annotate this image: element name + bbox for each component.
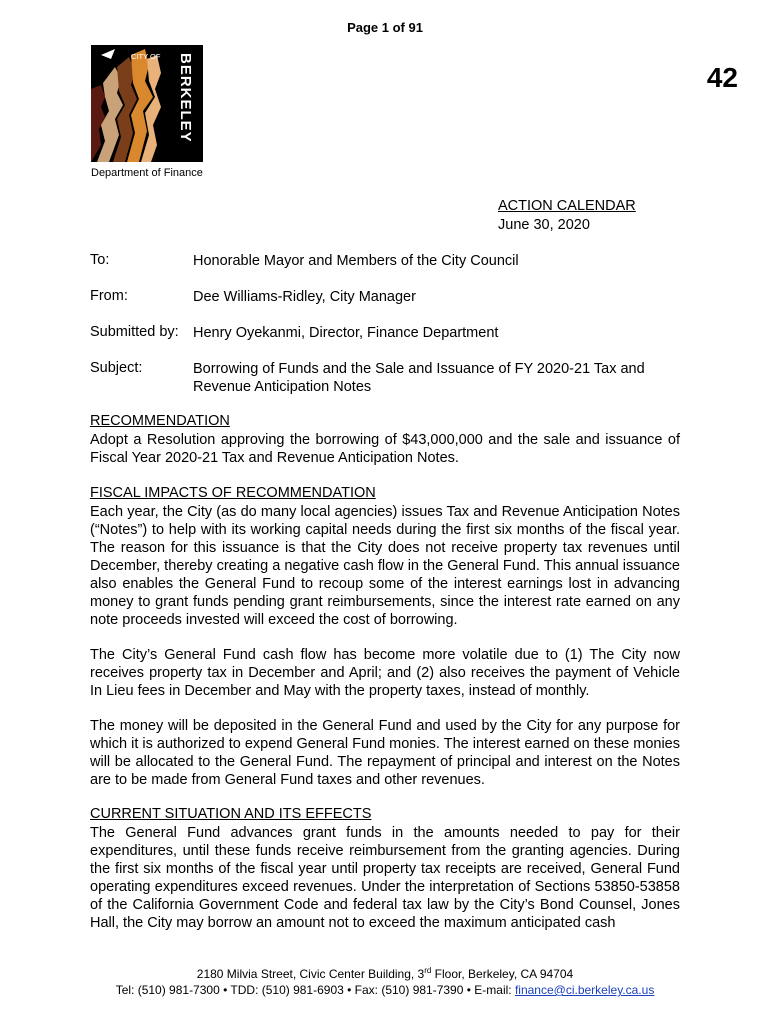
fiscal-impacts-paragraph-3: The money will be deposited in the General Fund and used by the City for any purpose for which it is authorized to expend General Fund monies. The interest earned on these monies will be allocated to the General Fund. The repayment of principal and interest on the Notes are to be made from General Fund taxes and other revenues. xyxy=(90,718,680,788)
recommendation-heading: RECOMMENDATION xyxy=(90,413,230,429)
footer-contact-text: Tel: (510) 981-7300 • TDD: (510) 981-6903 • Fax: (510) 981-7390 • E-mail: xyxy=(115,983,515,997)
submitted-by-label: Submitted by: xyxy=(90,324,179,340)
to-label: To: xyxy=(90,252,110,268)
footer-email-link[interactable]: finance@ci.berkeley.ca.us xyxy=(514,983,655,997)
fiscal-impacts-paragraph-1: Each year, the City (as do many local agencies) issues Tax and Revenue Anticipation Notes (“Notes”) to help with its working capital needs during the first six months of the fiscal year. The reason for this issuance is that the City does not receive property tax revenues until December, thereby creating a negative cash flow in the General Fund. This annual issuance also enables the General Fund to recoup some of the interest earnings lost in advancing money to grant funds pending grant reimbursements, since the interest rate earned on any note proceeds invested will exceed the cost of borrowing. xyxy=(90,504,680,628)
to-value: Honorable Mayor and Members of the City Council xyxy=(193,253,519,269)
subject-label: Subject: xyxy=(90,360,143,376)
footer-address-pre: 2180 Milvia Street, Civic Center Building, 3 xyxy=(196,967,425,981)
fiscal-impacts-heading: FISCAL IMPACTS OF RECOMMENDATION xyxy=(90,485,376,501)
from-label: From: xyxy=(90,288,128,304)
page-number: Page 1 of 91 xyxy=(347,20,423,35)
logo-city-of: CITY OF xyxy=(131,52,161,61)
city-logo xyxy=(91,45,203,162)
footer-address xyxy=(0,966,770,981)
logo-berkeley: BERKELEY xyxy=(177,53,194,143)
calendar-date: June 30, 2020 xyxy=(498,217,590,233)
submitted-by-value: Henry Oyekanmi, Director, Finance Department xyxy=(193,325,499,341)
department-name: Department of Finance xyxy=(91,167,203,179)
from-value: Dee Williams-Ridley, City Manager xyxy=(193,289,416,305)
footer-address-post: Floor, Berkeley, CA 94704 xyxy=(431,967,574,981)
current-situation-heading: CURRENT SITUATION AND ITS EFFECTS xyxy=(90,806,372,822)
calendar-title: ACTION CALENDAR xyxy=(498,198,636,214)
current-situation-body: The General Fund advances grant funds in the amounts needed to pay for their expenditures, until these funds receive reimbursement from the granting agencies. During the first six months of the fiscal year until property tax receipts are received, General Fund operating expenditures exceed revenues. Under the interpretation of Sections 53850-53858 of the California Government Code and federal tax law by the City’s Bond Counsel, Jones Hall, the City may borrow an amount not to exceed the maximum anticipated cash xyxy=(90,825,680,931)
footer-address-sup: rd xyxy=(424,966,432,975)
fiscal-impacts-paragraph-2: The City’s General Fund cash flow has become more volatile due to (1) The City now receives property tax in December and April; and (2) also receives the payment of Vehicle In Lieu fees in December and May with the property taxes, instead of monthly. xyxy=(90,647,680,699)
agenda-item-number: 42 xyxy=(706,62,738,93)
recommendation-body: Adopt a Resolution approving the borrowing of $43,000,000 and the sale and issuance of Fiscal Year 2020-21 Tax and Revenue Anticipation Notes. xyxy=(90,432,680,466)
subject-value: Borrowing of Funds and the Sale and Issuance of FY 2020-21 Tax and Revenue Anticipation Notes xyxy=(193,361,645,395)
footer-contact xyxy=(0,983,770,997)
